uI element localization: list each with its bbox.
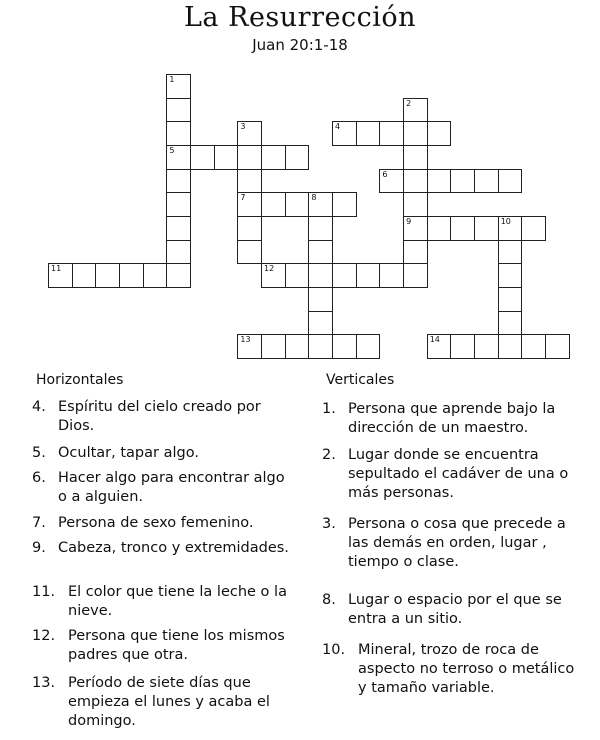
grid-cell[interactable]	[356, 263, 381, 288]
grid-cell[interactable]	[379, 263, 404, 288]
grid-cell[interactable]	[427, 334, 452, 359]
grid-cell[interactable]	[285, 334, 310, 359]
grid-cell[interactable]	[214, 145, 239, 170]
clue-number: 2.	[322, 447, 336, 463]
cell-number: 6	[382, 169, 388, 179]
grid-cell[interactable]	[166, 74, 191, 99]
grid-cell[interactable]	[166, 192, 191, 217]
grid-cell[interactable]	[474, 216, 499, 241]
grid-cell[interactable]	[237, 169, 262, 194]
grid-cell[interactable]	[498, 169, 523, 194]
clue-number: 11.	[32, 584, 56, 600]
clue-item	[322, 641, 580, 698]
grid-cell[interactable]	[521, 334, 546, 359]
grid-cell[interactable]	[332, 334, 357, 359]
clue-item	[322, 591, 580, 629]
clue-text: Persona que aprende bajo la dirección de un maestro.	[348, 401, 556, 436]
grid-cell[interactable]	[450, 334, 475, 359]
grid-cell[interactable]	[261, 334, 286, 359]
cell-number: 13	[240, 335, 251, 345]
grid-cell[interactable]	[498, 240, 523, 265]
cell-number: 10	[500, 217, 511, 226]
cell-number: 7	[240, 193, 246, 203]
grid-cell[interactable]	[356, 334, 381, 359]
grid-cell[interactable]	[403, 192, 428, 217]
clue-text: Persona que tiene los mismos padres que otra.	[68, 628, 285, 663]
grid-cell[interactable]	[237, 121, 262, 146]
down-heading: Verticales	[326, 372, 395, 388]
grid-cell[interactable]	[332, 263, 357, 288]
grid-cell[interactable]	[498, 216, 523, 241]
clue-number: 13.	[32, 675, 56, 691]
clue-number: 10.	[322, 642, 346, 658]
grid-cell[interactable]	[72, 263, 97, 288]
clue-number: 6.	[32, 470, 46, 486]
clue-item	[32, 444, 294, 463]
grid-cell[interactable]	[308, 263, 333, 288]
grid-cell[interactable]	[498, 311, 523, 336]
grid-cell[interactable]	[166, 216, 191, 241]
grid-cell[interactable]	[285, 192, 310, 217]
clue-item	[32, 583, 294, 621]
grid-cell[interactable]	[498, 287, 523, 312]
grid-cell[interactable]	[143, 263, 168, 288]
grid-cell[interactable]	[190, 145, 215, 170]
clue-number: 9.	[32, 540, 46, 556]
clue-text: El color que tiene la leche o la nieve.	[68, 584, 287, 619]
clue-text: Período de siete días que empieza el lunes y acaba el domingo.	[68, 675, 270, 729]
grid-cell[interactable]	[261, 145, 286, 170]
grid-cell[interactable]	[308, 287, 333, 312]
cell-number: 3	[240, 122, 246, 132]
clue-item	[32, 469, 294, 507]
cell-number: 1	[169, 75, 175, 84]
puzzle-title: La Resurrección	[184, 2, 416, 33]
cell-number: 2	[406, 98, 412, 108]
grid-cell[interactable]	[237, 192, 262, 217]
grid-cell[interactable]	[308, 311, 333, 336]
grid-cell[interactable]	[403, 216, 428, 241]
grid-cell[interactable]	[379, 169, 404, 194]
clue-number: 12.	[32, 628, 56, 644]
grid-cell[interactable]	[427, 216, 452, 241]
grid-cell[interactable]	[521, 216, 546, 241]
grid-cell[interactable]	[403, 263, 428, 288]
grid-cell[interactable]	[474, 169, 499, 194]
cell-number: 14	[429, 335, 440, 345]
cell-number: 5	[169, 146, 175, 155]
grid-cell[interactable]	[308, 216, 333, 241]
cell-number: 8	[311, 193, 317, 203]
clue-number: 3.	[322, 516, 336, 532]
grid-cell[interactable]	[308, 240, 333, 265]
clue-text: Lugar donde se encuentra sepultado el cadáver de una o más personas.	[348, 447, 569, 501]
clue-number: 4.	[32, 399, 46, 415]
grid-cell[interactable]	[285, 263, 310, 288]
cell-number: 12	[264, 264, 275, 274]
clue-item	[322, 400, 580, 438]
cell-number: 4	[335, 122, 341, 132]
clue-item	[32, 539, 294, 558]
clue-text: Ocultar, tapar algo.	[58, 445, 199, 461]
clue-text: Lugar o espacio por el que se entra a un sitio.	[348, 592, 562, 627]
clue-text: Espíritu del cielo creado por Dios.	[58, 399, 261, 434]
clue-number: 8.	[322, 592, 336, 608]
grid-cell[interactable]	[498, 263, 523, 288]
across-heading: Horizontales	[36, 372, 124, 388]
cell-number: 9	[406, 217, 412, 226]
grid-cell[interactable]	[166, 263, 191, 288]
grid-cell[interactable]	[427, 169, 452, 194]
clue-text: Mineral, trozo de roca de aspecto no terroso o metálico y tamaño variable.	[358, 642, 575, 696]
grid-cell[interactable]	[166, 145, 191, 170]
grid-cell[interactable]	[166, 98, 191, 123]
clue-number: 7.	[32, 515, 46, 531]
grid-cell[interactable]	[237, 240, 262, 265]
clue-number: 5.	[32, 445, 46, 461]
grid-cell[interactable]	[332, 121, 357, 146]
grid-cell[interactable]	[237, 334, 262, 359]
grid-cell[interactable]	[308, 334, 333, 359]
cell-number: 11	[51, 264, 62, 274]
grid-cell[interactable]	[403, 121, 428, 146]
grid-cell[interactable]	[285, 145, 310, 170]
grid-cell[interactable]	[403, 240, 428, 265]
grid-cell[interactable]	[237, 145, 262, 170]
grid-cell[interactable]	[450, 216, 475, 241]
clue-item	[322, 515, 580, 572]
grid-cell[interactable]	[261, 192, 286, 217]
grid-cell[interactable]	[498, 334, 523, 359]
grid-cell[interactable]	[545, 334, 570, 359]
grid-cell[interactable]	[119, 263, 144, 288]
clue-item	[32, 627, 294, 665]
clue-item	[32, 398, 294, 436]
grid-cell[interactable]	[48, 263, 73, 288]
puzzle-subtitle: Juan 20:1-18	[252, 36, 348, 54]
grid-cell[interactable]	[95, 263, 120, 288]
grid-cell[interactable]	[166, 240, 191, 265]
grid-cell[interactable]	[403, 145, 428, 170]
clue-text: Persona o cosa que precede a las demás en orden, lugar , tiempo o clase.	[348, 516, 566, 570]
grid-cell[interactable]	[261, 263, 286, 288]
clue-item	[32, 514, 294, 533]
grid-cell[interactable]	[166, 121, 191, 146]
grid-cell[interactable]	[332, 192, 357, 217]
grid-cell[interactable]	[166, 169, 191, 194]
grid-cell[interactable]	[308, 192, 333, 217]
grid-cell[interactable]	[356, 121, 381, 146]
clue-number: 1.	[322, 401, 336, 417]
grid-cell[interactable]	[237, 216, 262, 241]
clue-text: Hacer algo para encontrar algo o a alguien.	[58, 470, 285, 505]
grid-cell[interactable]	[474, 334, 499, 359]
grid-cell[interactable]	[403, 98, 428, 123]
clue-text: Cabeza, tronco y extremidades.	[58, 540, 289, 556]
clue-item	[322, 446, 580, 503]
grid-cell[interactable]	[379, 121, 404, 146]
grid-cell[interactable]	[450, 169, 475, 194]
grid-cell[interactable]	[403, 169, 428, 194]
grid-cell[interactable]	[427, 121, 452, 146]
clue-item	[32, 674, 294, 731]
clue-text: Persona de sexo femenino.	[58, 515, 254, 531]
